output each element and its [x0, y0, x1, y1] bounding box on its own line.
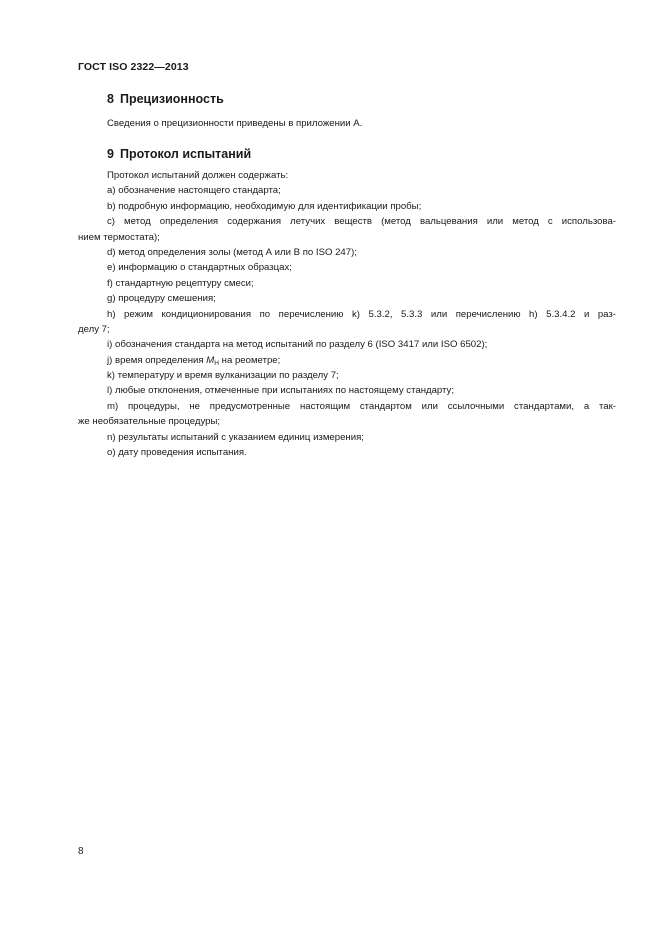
list-item-d: d) метод определения золы (метод А или В по ISO 247); [107, 246, 357, 258]
section-9-body [78, 168, 616, 460]
list-item-l: l) любые отклонения, отмеченные при испытаниях по настоящему стандарту; [107, 385, 455, 397]
list-item-c-line2: нием термостата); [78, 231, 160, 243]
list-item-b: b) подробную информацию, необходимую для идентификации пробы; [107, 200, 422, 212]
section-8-heading [107, 92, 224, 106]
list-item-f: f) стандартную рецептуру смеси; [107, 277, 254, 289]
section-9-intro: Протокол испытаний должен содержать: [107, 170, 289, 181]
list-item-a: a) обозначение настоящего стандарта; [107, 185, 281, 197]
list-item-j-suffix: на реометре; [221, 354, 281, 366]
list-item-m-line1: m) процедуры, не предусмотренные настоящим стандартом или ссылочными стандартами, а так- [107, 400, 616, 412]
page-number: 8 [78, 846, 84, 857]
section-8-number: 8 [107, 92, 114, 106]
section-9-title: Протокол испытаний [119, 147, 252, 161]
list-item-i: i) обозначения стандарта на метод испытаний по разделу 6 (ISO 3417 или ISO 6502); [107, 339, 488, 351]
list-item-c-line1: c) метод определения содержания летучих веществ (метод вальцевания или метод с использова- [107, 216, 616, 228]
section-9-heading [107, 147, 251, 161]
list-item-h-line1: h) режим кондиционирования по перечислению k) 5.3.2, 5.3.3 или перечислению h) 5.3.4.2 и раз- [107, 308, 616, 320]
list-item-j-prefix: j) время определения [107, 354, 204, 366]
list-item-m-line2: же необязательные процедуры; [78, 416, 221, 428]
m-h-symbol: M [206, 354, 215, 366]
list-item-j [78, 353, 616, 368]
section-8-title: Прецизионность [119, 92, 224, 106]
list-item-g: g) процедуру смешения; [107, 293, 216, 305]
section-8-text: Сведения о прецизионности приведены в приложении А. [107, 118, 363, 129]
m-h-subscript: H [214, 359, 219, 367]
standard-code-header: ГОСТ ISO 2322—2013 [78, 61, 189, 73]
list-item-e: e) информацию о стандартных образцах; [107, 262, 292, 274]
list-item-n: n) результаты испытаний с указанием единиц измерения; [107, 431, 364, 443]
list-item-k: k) температуру и время вулканизации по разделу 7; [107, 370, 339, 382]
list-item-h-line2: делу 7; [78, 323, 110, 335]
section-9-number: 9 [107, 147, 114, 161]
list-item-o: o) дату проведения испытания. [107, 447, 247, 459]
